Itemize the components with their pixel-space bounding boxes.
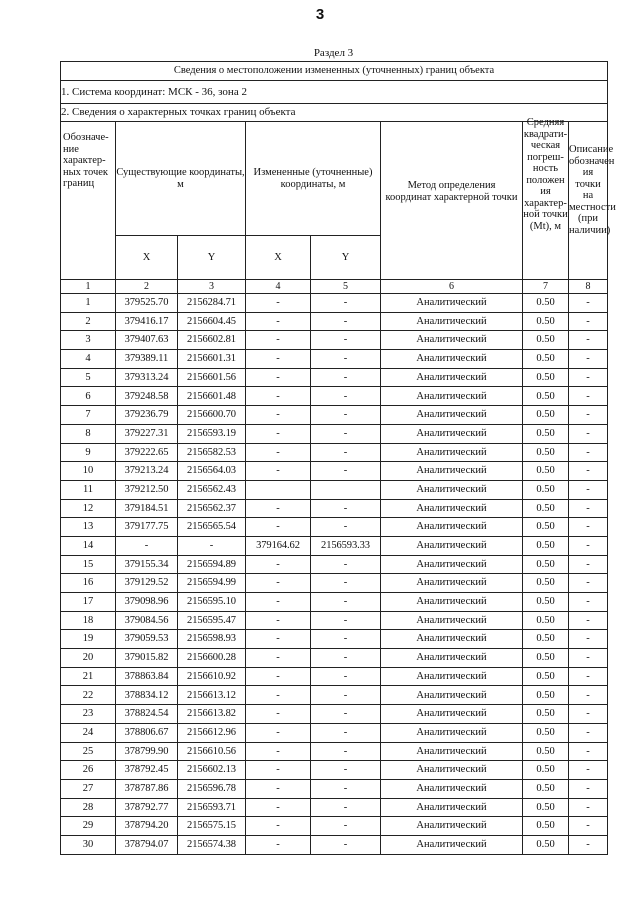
cell-existing-y: - xyxy=(178,536,246,555)
cell-changed-y: - xyxy=(311,350,381,369)
table-row xyxy=(61,312,608,331)
cell-existing-y: 2156565.54 xyxy=(178,518,246,537)
cell-changed-y xyxy=(311,480,381,499)
cell-changed-x: - xyxy=(246,518,311,537)
header-description xyxy=(569,122,616,280)
cell-existing-y: 2156575.15 xyxy=(178,817,246,836)
cell-method: Аналитический xyxy=(381,555,523,574)
cell-method: Аналитический xyxy=(381,779,523,798)
cell-changed-x: - xyxy=(246,499,311,518)
cell-existing-y: 2156613.82 xyxy=(178,705,246,724)
cell-changed-y: - xyxy=(311,705,381,724)
cell-accuracy: 0.50 xyxy=(523,761,569,780)
cell-existing-y: 2156595.47 xyxy=(178,611,246,630)
cell-existing-y: 2156582.53 xyxy=(178,443,246,462)
table-row xyxy=(61,555,608,574)
cell-existing-y: 2156562.43 xyxy=(178,480,246,499)
table-row xyxy=(61,779,608,798)
header-changed-coordinates: Измененные (уточненные) координаты, м xyxy=(246,122,381,236)
cell-method: Аналитический xyxy=(381,387,523,406)
header-description-text: Описание обозначен ия точки на местности (при наличии) xyxy=(569,144,616,236)
cell-existing-x: 379059.53 xyxy=(116,630,178,649)
cell-point-number: 28 xyxy=(61,798,116,817)
cell-accuracy: 0.50 xyxy=(523,312,569,331)
cell-accuracy: 0.50 xyxy=(523,443,569,462)
cell-existing-y: 2156600.70 xyxy=(178,406,246,425)
cell-existing-y: 2156574.38 xyxy=(178,835,246,854)
cell-point-number: 22 xyxy=(61,686,116,705)
cell-method: Аналитический xyxy=(381,294,523,313)
column-number: 1 xyxy=(61,280,116,294)
table-row xyxy=(61,368,608,387)
cell-existing-x: 378792.77 xyxy=(116,798,178,817)
cell-existing-y: 2156601.56 xyxy=(178,368,246,387)
cell-point-number: 25 xyxy=(61,742,116,761)
cell-description: - xyxy=(569,518,608,537)
cell-description: - xyxy=(569,761,608,780)
cell-method: Аналитический xyxy=(381,705,523,724)
table-row xyxy=(61,462,608,481)
cell-point-number: 3 xyxy=(61,331,116,350)
cell-existing-x: 379248.58 xyxy=(116,387,178,406)
table-row xyxy=(61,574,608,593)
column-number: 4 xyxy=(246,280,311,294)
cell-description: - xyxy=(569,649,608,668)
cell-accuracy: 0.50 xyxy=(523,835,569,854)
cell-point-number: 1 xyxy=(61,294,116,313)
table-row xyxy=(61,723,608,742)
cell-existing-x: 378824.54 xyxy=(116,705,178,724)
table-row xyxy=(61,593,608,612)
cell-method: Аналитический xyxy=(381,368,523,387)
cell-accuracy: 0.50 xyxy=(523,723,569,742)
cell-changed-x: - xyxy=(246,350,311,369)
cell-existing-x: 379084.56 xyxy=(116,611,178,630)
cell-changed-x: - xyxy=(246,555,311,574)
cell-point-number: 5 xyxy=(61,368,116,387)
cell-description: - xyxy=(569,536,608,555)
cell-description: - xyxy=(569,705,608,724)
cell-method: Аналитический xyxy=(381,611,523,630)
cell-changed-y: - xyxy=(311,835,381,854)
cell-accuracy: 0.50 xyxy=(523,387,569,406)
cell-changed-y: - xyxy=(311,742,381,761)
coordinate-system: 1. Система координат: МСК - 36, зона 2 xyxy=(61,81,608,104)
cell-point-number: 7 xyxy=(61,406,116,425)
cell-existing-y: 2156601.48 xyxy=(178,387,246,406)
cell-existing-y: 2156593.71 xyxy=(178,798,246,817)
cell-method: Аналитический xyxy=(381,593,523,612)
cell-accuracy: 0.50 xyxy=(523,705,569,724)
cell-existing-x: 379407.63 xyxy=(116,331,178,350)
table-row xyxy=(61,798,608,817)
cell-changed-y: - xyxy=(311,667,381,686)
cell-accuracy: 0.50 xyxy=(523,350,569,369)
cell-changed-x: - xyxy=(246,368,311,387)
cell-existing-y: 2156564.03 xyxy=(178,462,246,481)
cell-point-number: 17 xyxy=(61,593,116,612)
cell-existing-x: 379015.82 xyxy=(116,649,178,668)
column-number: 6 xyxy=(381,280,523,294)
cell-method: Аналитический xyxy=(381,443,523,462)
cell-changed-x: - xyxy=(246,798,311,817)
cell-point-number: 10 xyxy=(61,462,116,481)
cell-description: - xyxy=(569,742,608,761)
table-row xyxy=(61,705,608,724)
cell-changed-y: 2156593.33 xyxy=(311,536,381,555)
cell-existing-x: 379525.70 xyxy=(116,294,178,313)
cell-changed-y: - xyxy=(311,312,381,331)
table-row xyxy=(61,424,608,443)
cell-changed-x: - xyxy=(246,779,311,798)
header-y-changed: Y xyxy=(311,236,381,280)
cell-changed-y: - xyxy=(311,555,381,574)
cell-existing-x: - xyxy=(116,536,178,555)
table-row xyxy=(61,667,608,686)
cell-changed-x: - xyxy=(246,817,311,836)
cell-accuracy: 0.50 xyxy=(523,630,569,649)
cell-existing-y: 2156594.99 xyxy=(178,574,246,593)
cell-method: Аналитический xyxy=(381,499,523,518)
cell-changed-y: - xyxy=(311,723,381,742)
cell-changed-x: - xyxy=(246,649,311,668)
cell-existing-x: 379313.24 xyxy=(116,368,178,387)
cell-existing-x: 379155.34 xyxy=(116,555,178,574)
table-row xyxy=(61,630,608,649)
cell-method: Аналитический xyxy=(381,667,523,686)
cell-changed-y: - xyxy=(311,686,381,705)
cell-existing-y: 2156604.45 xyxy=(178,312,246,331)
cell-existing-x: 378787.86 xyxy=(116,779,178,798)
cell-method: Аналитический xyxy=(381,350,523,369)
section-label: Раздел 3 xyxy=(313,47,354,59)
cell-description: - xyxy=(569,294,608,313)
cell-changed-x: - xyxy=(246,312,311,331)
cell-point-number: 18 xyxy=(61,611,116,630)
cell-changed-x: - xyxy=(246,462,311,481)
cell-description: - xyxy=(569,480,608,499)
cell-existing-y: 2156562.37 xyxy=(178,499,246,518)
cell-existing-y: 2156595.10 xyxy=(178,593,246,612)
cell-point-number: 26 xyxy=(61,761,116,780)
cell-changed-x xyxy=(246,480,311,499)
cell-method: Аналитический xyxy=(381,462,523,481)
cell-existing-x: 379236.79 xyxy=(116,406,178,425)
table-row xyxy=(61,350,608,369)
cell-description: - xyxy=(569,462,608,481)
header-accuracy xyxy=(523,117,569,280)
cell-changed-x: - xyxy=(246,761,311,780)
cell-changed-y: - xyxy=(311,574,381,593)
cell-existing-y: 2156612.96 xyxy=(178,723,246,742)
cell-method: Аналитический xyxy=(381,798,523,817)
cell-accuracy: 0.50 xyxy=(523,462,569,481)
cell-existing-x: 378806.67 xyxy=(116,723,178,742)
table-row xyxy=(61,406,608,425)
header-method xyxy=(381,122,523,280)
table-row xyxy=(61,817,608,836)
cell-changed-y: - xyxy=(311,593,381,612)
cell-description: - xyxy=(569,779,608,798)
cell-description: - xyxy=(569,630,608,649)
cell-changed-x: - xyxy=(246,723,311,742)
cell-method: Аналитический xyxy=(381,630,523,649)
cell-method: Аналитический xyxy=(381,536,523,555)
cell-method: Аналитический xyxy=(381,424,523,443)
cell-accuracy: 0.50 xyxy=(523,406,569,425)
cell-accuracy: 0.50 xyxy=(523,424,569,443)
cell-changed-y: - xyxy=(311,761,381,780)
cell-changed-x: - xyxy=(246,593,311,612)
cell-point-number: 23 xyxy=(61,705,116,724)
cell-changed-y: - xyxy=(311,779,381,798)
cell-method: Аналитический xyxy=(381,817,523,836)
header-x-changed: X xyxy=(246,236,311,280)
cell-description: - xyxy=(569,312,608,331)
table-row xyxy=(61,499,608,518)
cell-point-number: 30 xyxy=(61,835,116,854)
table-row xyxy=(61,611,608,630)
cell-existing-x: 378799.90 xyxy=(116,742,178,761)
column-number: 8 xyxy=(569,280,608,294)
cell-accuracy: 0.50 xyxy=(523,817,569,836)
cell-existing-x: 379222.65 xyxy=(116,443,178,462)
cell-method: Аналитический xyxy=(381,480,523,499)
page-number: 3 xyxy=(315,6,325,23)
cell-method: Аналитический xyxy=(381,574,523,593)
cell-existing-y: 2156596.78 xyxy=(178,779,246,798)
table-row xyxy=(61,443,608,462)
header-accuracy-clip xyxy=(523,117,568,273)
cell-point-number: 14 xyxy=(61,536,116,555)
cell-existing-y: 2156601.31 xyxy=(178,350,246,369)
cell-existing-y: 2156593.19 xyxy=(178,424,246,443)
cell-existing-x: 378794.20 xyxy=(116,817,178,836)
cell-changed-x: - xyxy=(246,835,311,854)
cell-existing-x: 379098.96 xyxy=(116,593,178,612)
cell-accuracy: 0.50 xyxy=(523,667,569,686)
cell-existing-x: 379213.24 xyxy=(116,462,178,481)
cell-existing-y: 2156600.28 xyxy=(178,649,246,668)
table-row xyxy=(61,480,608,499)
cell-changed-y: - xyxy=(311,649,381,668)
cell-point-number: 21 xyxy=(61,667,116,686)
cell-changed-x: - xyxy=(246,424,311,443)
cell-method: Аналитический xyxy=(381,331,523,350)
cell-accuracy: 0.50 xyxy=(523,574,569,593)
table-row xyxy=(61,835,608,854)
cell-changed-x: - xyxy=(246,611,311,630)
header-method-text: Метод определения координат характерной точки xyxy=(385,179,518,203)
cell-changed-y: - xyxy=(311,462,381,481)
table-body xyxy=(61,294,608,855)
cell-existing-x: 379177.75 xyxy=(116,518,178,537)
cell-point-number: 29 xyxy=(61,817,116,836)
cell-method: Аналитический xyxy=(381,649,523,668)
cell-changed-x: - xyxy=(246,331,311,350)
cell-description: - xyxy=(569,424,608,443)
cell-point-number: 19 xyxy=(61,630,116,649)
header-accuracy-text: Средняя квадрати-ческая погреш-ность положен ия характер-ной точки (Mt), м xyxy=(523,117,568,232)
cell-changed-y: - xyxy=(311,406,381,425)
cell-accuracy: 0.50 xyxy=(523,536,569,555)
cell-existing-y: 2156613.12 xyxy=(178,686,246,705)
cell-changed-x: - xyxy=(246,742,311,761)
cell-description: - xyxy=(569,686,608,705)
cell-existing-x: 379389.11 xyxy=(116,350,178,369)
cell-description: - xyxy=(569,611,608,630)
cell-method: Аналитический xyxy=(381,518,523,537)
header-x-existing: X xyxy=(116,236,178,280)
cell-changed-x: - xyxy=(246,294,311,313)
cell-accuracy: 0.50 xyxy=(523,555,569,574)
cell-changed-y: - xyxy=(311,798,381,817)
table-row xyxy=(61,761,608,780)
cell-point-number: 9 xyxy=(61,443,116,462)
cell-description: - xyxy=(569,406,608,425)
cell-existing-y: 2156610.92 xyxy=(178,667,246,686)
cell-accuracy: 0.50 xyxy=(523,742,569,761)
cell-changed-y: - xyxy=(311,817,381,836)
header-y-existing: Y xyxy=(178,236,246,280)
cell-changed-x: - xyxy=(246,387,311,406)
header-existing-coordinates: Существующие координаты, м xyxy=(116,122,246,236)
cell-description: - xyxy=(569,368,608,387)
header-designation: Обозначе-ние характер-ных точек границ xyxy=(61,122,116,280)
cell-accuracy: 0.50 xyxy=(523,686,569,705)
cell-changed-y: - xyxy=(311,331,381,350)
cell-point-number: 11 xyxy=(61,480,116,499)
cell-accuracy: 0.50 xyxy=(523,499,569,518)
cell-point-number: 6 xyxy=(61,387,116,406)
cell-description: - xyxy=(569,723,608,742)
cell-method: Аналитический xyxy=(381,835,523,854)
cell-changed-x: - xyxy=(246,406,311,425)
cell-point-number: 20 xyxy=(61,649,116,668)
cell-changed-x: - xyxy=(246,443,311,462)
cell-existing-x: 379227.31 xyxy=(116,424,178,443)
cell-description: - xyxy=(569,443,608,462)
cell-existing-x: 379212.50 xyxy=(116,480,178,499)
cell-existing-x: 379129.52 xyxy=(116,574,178,593)
cell-accuracy: 0.50 xyxy=(523,518,569,537)
cell-existing-y: 2156602.81 xyxy=(178,331,246,350)
cell-accuracy: 0.50 xyxy=(523,331,569,350)
cell-changed-y: - xyxy=(311,294,381,313)
cell-existing-y: 2156610.56 xyxy=(178,742,246,761)
cell-point-number: 16 xyxy=(61,574,116,593)
cell-changed-y: - xyxy=(311,424,381,443)
cell-accuracy: 0.50 xyxy=(523,294,569,313)
cell-description: - xyxy=(569,667,608,686)
cell-point-number: 2 xyxy=(61,312,116,331)
cell-description: - xyxy=(569,555,608,574)
cell-method: Аналитический xyxy=(381,742,523,761)
cell-point-number: 27 xyxy=(61,779,116,798)
table-subtitle: 2. Сведения о характерных точках границ объекта xyxy=(61,104,608,122)
cell-changed-y: - xyxy=(311,368,381,387)
cell-description: - xyxy=(569,499,608,518)
cell-accuracy: 0.50 xyxy=(523,480,569,499)
cell-accuracy: 0.50 xyxy=(523,798,569,817)
cell-existing-y: 2156602.13 xyxy=(178,761,246,780)
table-row xyxy=(61,387,608,406)
cell-description: - xyxy=(569,593,608,612)
table-row xyxy=(61,331,608,350)
table-row xyxy=(61,518,608,537)
cell-point-number: 12 xyxy=(61,499,116,518)
table-title: Сведения о местоположении измененных (уточненных) границ объекта xyxy=(61,62,608,81)
cell-description: - xyxy=(569,350,608,369)
cell-changed-x: - xyxy=(246,705,311,724)
cell-existing-x: 379184.51 xyxy=(116,499,178,518)
cell-description: - xyxy=(569,387,608,406)
cell-accuracy: 0.50 xyxy=(523,593,569,612)
cell-changed-y: - xyxy=(311,443,381,462)
cell-existing-x: 378792.45 xyxy=(116,761,178,780)
cell-description: - xyxy=(569,835,608,854)
cell-changed-y: - xyxy=(311,611,381,630)
cell-changed-x: - xyxy=(246,686,311,705)
cell-method: Аналитический xyxy=(381,406,523,425)
cell-accuracy: 0.50 xyxy=(523,649,569,668)
cell-description: - xyxy=(569,798,608,817)
cell-existing-x: 378863.84 xyxy=(116,667,178,686)
cell-point-number: 4 xyxy=(61,350,116,369)
cell-accuracy: 0.50 xyxy=(523,611,569,630)
cell-method: Аналитический xyxy=(381,723,523,742)
cell-existing-x: 378794.07 xyxy=(116,835,178,854)
column-number: 7 xyxy=(523,280,569,294)
cell-changed-y: - xyxy=(311,387,381,406)
cell-method: Аналитический xyxy=(381,761,523,780)
cell-existing-x: 379416.17 xyxy=(116,312,178,331)
cell-description: - xyxy=(569,574,608,593)
cell-description: - xyxy=(569,331,608,350)
cell-changed-y: - xyxy=(311,518,381,537)
cell-description: - xyxy=(569,817,608,836)
table-row xyxy=(61,742,608,761)
cell-changed-y: - xyxy=(311,499,381,518)
cell-method: Аналитический xyxy=(381,686,523,705)
cell-point-number: 24 xyxy=(61,723,116,742)
cell-changed-x: - xyxy=(246,630,311,649)
cell-changed-x: - xyxy=(246,667,311,686)
table-row xyxy=(61,686,608,705)
cell-existing-x: 378834.12 xyxy=(116,686,178,705)
cell-existing-y: 2156598.93 xyxy=(178,630,246,649)
cell-existing-y: 2156284.71 xyxy=(178,294,246,313)
table-row xyxy=(61,649,608,668)
cell-point-number: 15 xyxy=(61,555,116,574)
cell-accuracy: 0.50 xyxy=(523,368,569,387)
column-number: 2 xyxy=(116,280,178,294)
cell-changed-y: - xyxy=(311,630,381,649)
column-number: 3 xyxy=(178,280,246,294)
column-number: 5 xyxy=(311,280,381,294)
cell-changed-x: - xyxy=(246,574,311,593)
boundary-points-table xyxy=(60,61,616,855)
cell-point-number: 8 xyxy=(61,424,116,443)
cell-accuracy: 0.50 xyxy=(523,779,569,798)
cell-changed-x: 379164.62 xyxy=(246,536,311,555)
table-row xyxy=(61,536,608,555)
cell-existing-y: 2156594.89 xyxy=(178,555,246,574)
table-row xyxy=(61,294,608,313)
cell-point-number: 13 xyxy=(61,518,116,537)
cell-method: Аналитический xyxy=(381,312,523,331)
